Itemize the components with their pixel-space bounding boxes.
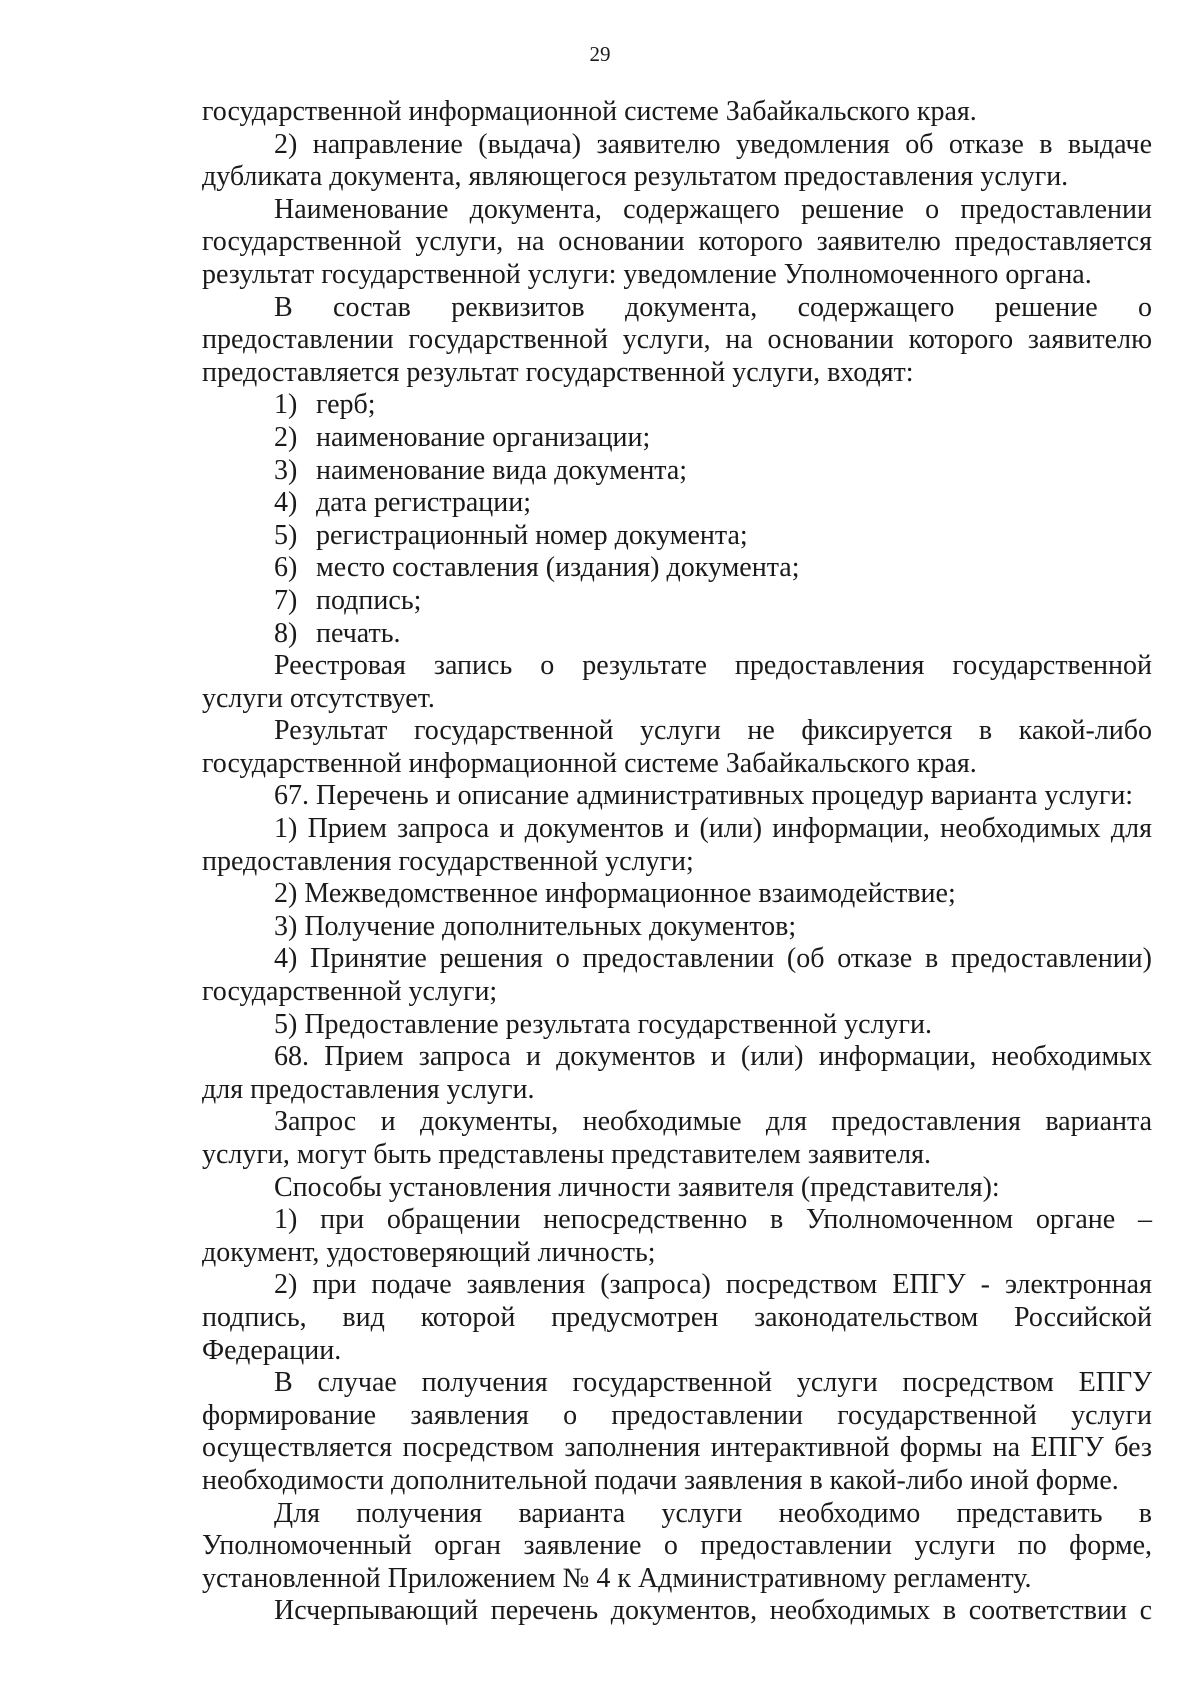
- text-line: Реестровая запись о результате предоставления государственной: [274, 650, 1152, 682]
- list-item-text: герб;: [316, 389, 376, 421]
- text-line: предоставляется результат государственной услуги, входят:: [202, 356, 914, 388]
- text-line: установленной Приложением № 4 к Административному регламенту.: [202, 1562, 1032, 1594]
- list-item-text: наименование организации;: [316, 421, 651, 453]
- list-item-number: 6): [274, 552, 298, 584]
- list-item-number: 5): [274, 519, 298, 551]
- text-line: Запрос и документы, необходимые для предоставления варианта: [274, 1106, 1152, 1138]
- list-item-number: 2): [274, 421, 298, 453]
- list-item-number: 1): [274, 389, 298, 421]
- list-item-number: 3): [274, 454, 298, 486]
- text-line: услуги отсутствует.: [202, 682, 435, 714]
- list-item-text: наименование вида документа;: [316, 454, 688, 486]
- text-line: дубликата документа, являющегося результатом предоставления услуги.: [202, 161, 1069, 193]
- text-line: государственной информационной системе Забайкальского края.: [202, 96, 977, 127]
- text-line: 2) Межведомственное информационное взаимодействие;: [274, 878, 956, 910]
- text-line: государственной услуги;: [202, 976, 498, 1008]
- list-item-text: регистрационный номер документа;: [316, 519, 748, 551]
- text-line: результат государственной услуги: уведомление Уполномоченного органа.: [202, 258, 1092, 290]
- text-line: формирование заявления о предоставлении государственной услуги: [202, 1399, 1152, 1431]
- list-item-text: дата регистрации;: [316, 487, 532, 519]
- list-item-text: печать.: [316, 617, 401, 649]
- text-line: необходимости дополнительной подачи заявления в какой-либо иной форме.: [202, 1464, 1119, 1496]
- text-line: Исчерпывающий перечень документов, необходимых в соответствии с: [274, 1595, 1152, 1627]
- list-item: [202, 585, 1152, 618]
- list-item: [202, 618, 1152, 651]
- text-line: документ, удостоверяющий личность;: [202, 1236, 656, 1268]
- list-item-text: место составления (издания) документа;: [316, 552, 800, 584]
- text-line: Уполномоченный орган заявление о предоставлении услуги по форме,: [202, 1530, 1152, 1562]
- text-line: В состав реквизитов документа, содержащего решение о: [274, 291, 1152, 323]
- list-item: [202, 487, 1152, 520]
- text-line: 5) Предоставление результата государственной услуги.: [274, 1008, 933, 1040]
- list-item: [202, 389, 1152, 422]
- page-number: 29: [589, 42, 611, 66]
- text-line: подпись, вид которой предусмотрен законодательством Российской: [202, 1301, 1152, 1333]
- document-body: [202, 96, 1152, 1628]
- text-line: Наименование документа, содержащего решение о предоставлении: [274, 193, 1152, 225]
- text-line: для предоставления услуги.: [202, 1073, 535, 1105]
- text-line: 67. Перечень и описание административных процедур варианта услуги:: [274, 780, 1134, 812]
- text-line: 4) Принятие решения о предоставлении (об отказе в предоставлении): [274, 943, 1152, 975]
- text-line: 1) Прием запроса и документов и (или) информации, необходимых для: [274, 813, 1152, 845]
- list-item-text: подпись;: [316, 584, 422, 616]
- text-line: 2) при подаче заявления (запроса) посредством ЕПГУ - электронная: [274, 1269, 1152, 1301]
- text-line: 2) направление (выдача) заявителю уведомления об отказе в выдаче: [274, 128, 1152, 160]
- list-item-number: 7): [274, 584, 298, 616]
- list-item: [202, 455, 1152, 488]
- list-item: [202, 422, 1152, 455]
- text-line: предоставления государственной услуги;: [202, 845, 694, 877]
- text-line: Результат государственной услуги не фиксируется в какой-либо: [274, 715, 1152, 747]
- text-line: Для получения варианта услуги необходимо представить в: [274, 1497, 1152, 1529]
- text-line: Способы установления личности заявителя (представителя):: [274, 1171, 1000, 1203]
- text-line: государственной услуги, на основании которого заявителю предоставляется: [202, 226, 1152, 258]
- text-line: 68. Прием запроса и документов и (или) информации, необходимых: [274, 1041, 1152, 1073]
- text-line: Федерации.: [202, 1334, 342, 1366]
- list-item: [202, 520, 1152, 553]
- list-item-number: 4): [274, 487, 298, 519]
- text-line: осуществляется посредством заполнения интерактивной формы на ЕПГУ без: [202, 1432, 1152, 1464]
- text-line: В случае получения государственной услуги посредством ЕПГУ: [274, 1367, 1152, 1399]
- text-line: предоставлении государственной услуги, на основании которого заявителю: [202, 324, 1152, 356]
- text-line: государственной информационной системе Забайкальского края.: [202, 747, 977, 779]
- text-line: 1) при обращении непосредственно в Уполномоченном органе –: [274, 1204, 1152, 1236]
- list-item-number: 8): [274, 617, 298, 649]
- text-line: 3) Получение дополнительных документов;: [274, 910, 797, 942]
- list-item: [202, 552, 1152, 585]
- text-line: услуги, могут быть представлены представителем заявителя.: [202, 1139, 931, 1170]
